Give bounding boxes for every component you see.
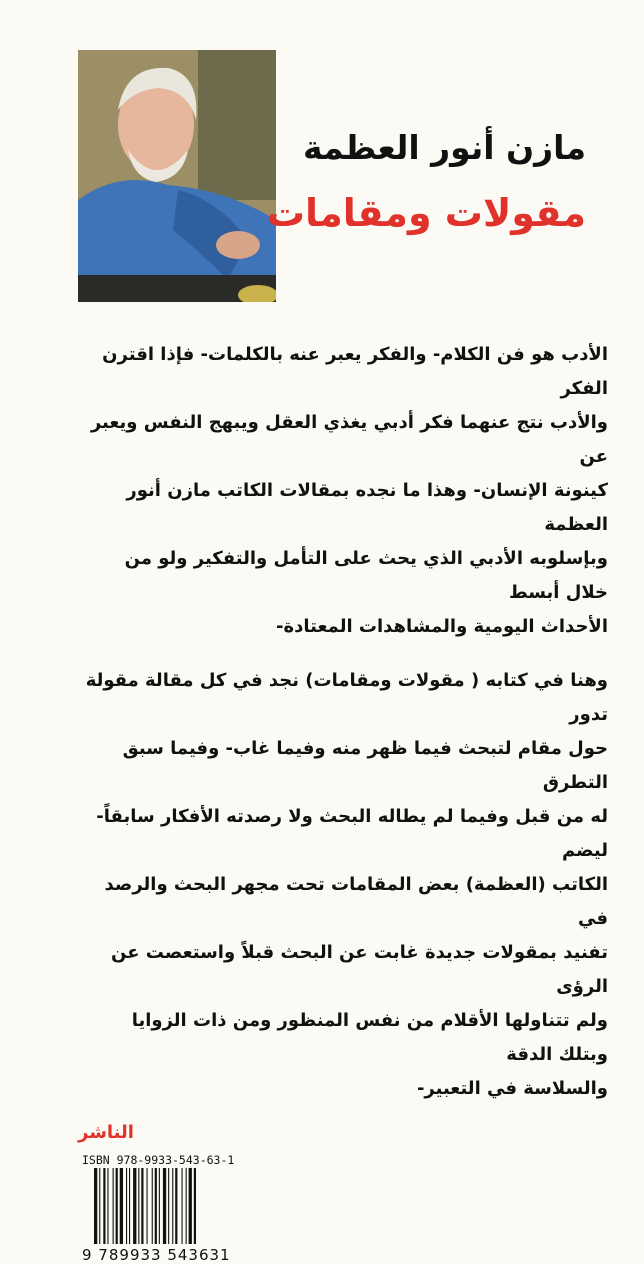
barcode-bar bbox=[152, 1168, 153, 1244]
barcode-bar bbox=[138, 1168, 139, 1244]
author-photo bbox=[78, 50, 276, 302]
barcode-bar bbox=[155, 1168, 157, 1244]
author-name: مازن أنور العظمة bbox=[303, 128, 586, 167]
barcode-bar bbox=[103, 1168, 105, 1244]
isbn-text: ISBN 978-9933-543-63-1 bbox=[82, 1153, 235, 1167]
barcode-bar bbox=[194, 1168, 196, 1244]
barcode-bar bbox=[163, 1168, 166, 1244]
blurb-line: تفنيد بمقولات جديدة غابت عن البحث قبلاً واستعصت عن الرؤى bbox=[111, 942, 608, 997]
author-portrait-image bbox=[78, 50, 276, 302]
blurb-line: والأدب نتج عنهما فكر أدبي يغذي العقل ويبهج النفس ويعبر عن bbox=[90, 412, 608, 467]
barcode-bar bbox=[120, 1168, 123, 1244]
barcode-bar bbox=[189, 1168, 192, 1244]
barcode-bar bbox=[175, 1168, 177, 1244]
barcode-bar bbox=[129, 1168, 130, 1244]
blurb-paragraph-1 bbox=[78, 338, 608, 644]
barcode-bar bbox=[168, 1168, 169, 1244]
back-cover-body bbox=[78, 338, 608, 1264]
barcode-bar bbox=[141, 1168, 143, 1244]
barcode bbox=[82, 1168, 232, 1244]
blurb-line: والسلاسة في التعبير- bbox=[416, 1078, 608, 1099]
blurb-line: وبإسلوبه الأدبي الذي يحث على التأمل والتفكير ولو من خلال أبسط bbox=[124, 548, 608, 603]
blurb-line: الأحداث اليومية والمشاهدات المعتادة- bbox=[276, 616, 608, 637]
barcode-bar bbox=[94, 1168, 97, 1244]
barcode-bar bbox=[107, 1168, 108, 1244]
barcode-bar bbox=[159, 1168, 160, 1244]
blurb-paragraph-2 bbox=[78, 664, 608, 1106]
publisher-label: الناشر bbox=[78, 1122, 134, 1143]
barcode-number: 9 789933 543631 bbox=[82, 1246, 231, 1264]
blurb-line: كينونة الإنسان- وهذا ما نجده بمقالات الكاتب مازن أنور العظمة bbox=[126, 480, 608, 535]
barcode-bar bbox=[116, 1168, 118, 1244]
blurb-line: ولم تتناولها الأقلام من نفس المنظور ومن ذات الزوايا وبتلك الدقة bbox=[131, 1010, 608, 1065]
barcode-bar bbox=[147, 1168, 148, 1244]
blurb-line: وهنا في كتابه ( مقولات ومقامات) نجد في كل مقالة مقولة تدور bbox=[85, 670, 608, 725]
book-title: مقولات ومقامات bbox=[266, 191, 586, 235]
barcode-bar bbox=[172, 1168, 173, 1244]
barcode-bar bbox=[113, 1168, 114, 1244]
barcode-bar bbox=[133, 1168, 136, 1244]
barcode-bar bbox=[186, 1168, 187, 1244]
barcode-bar bbox=[182, 1168, 183, 1244]
blurb-line: الأدب هو فن الكلام- والفكر يعبر عنه بالكلمات- فإذا اقترن الفكر bbox=[102, 344, 608, 399]
barcode-bar bbox=[99, 1168, 100, 1244]
blurb-line: الكاتب (العظمة) بعض المقامات تحت مجهر البحث والرصد في bbox=[104, 874, 608, 929]
blurb-line: حول مقام لتبحث فيما ظهر منه وفيما غاب- وفيما سبق التطرق bbox=[122, 738, 608, 793]
barcode-block bbox=[82, 1168, 232, 1264]
barcode-bar bbox=[126, 1168, 127, 1244]
blurb-line: له من قبل وفيما لم يطاله البحث ولا رصدته الأفكار سابقاً- ليضم bbox=[96, 806, 608, 861]
